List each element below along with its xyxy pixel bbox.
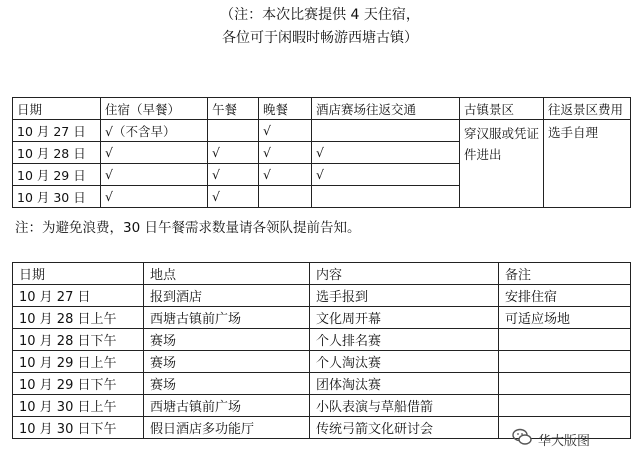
date-cell: 10 月 27 日 xyxy=(13,285,144,307)
table-row xyxy=(13,351,631,373)
lodging-cell: √ xyxy=(101,186,208,208)
date-cell: 10 月 30 日下午 xyxy=(13,417,144,439)
place-cell: 赛场 xyxy=(144,351,310,373)
remark-cell: 安排住宿 xyxy=(499,285,631,307)
header-cell: 晚餐 xyxy=(259,98,312,120)
remark-cell xyxy=(499,373,631,395)
content-cell: 传统弓箭文化研讨会 xyxy=(310,417,499,439)
date-cell: 10 月 30 日上午 xyxy=(13,395,144,417)
table-row xyxy=(13,285,631,307)
dinner-cell: √ xyxy=(259,142,312,164)
lodging-meal-table xyxy=(12,97,631,208)
lodging-cell: √ xyxy=(101,164,208,186)
remark-cell xyxy=(499,329,631,351)
notice-line-1: （注：本次比赛提供 4 天住宿， xyxy=(220,7,420,23)
date-cell: 10 月 29 日上午 xyxy=(13,351,144,373)
place-cell: 西塘古镇前广场 xyxy=(144,307,310,329)
content-cell: 文化周开幕 xyxy=(310,307,499,329)
place-cell: 西塘古镇前广场 xyxy=(144,395,310,417)
header-cell: 日期 xyxy=(13,263,144,285)
remark-cell: 可适应场地 xyxy=(499,307,631,329)
lunch-cell xyxy=(208,120,259,142)
watermark-text: 华大版图 xyxy=(538,433,591,449)
transport-cell xyxy=(312,186,460,208)
header-cell: 住宿（早餐） xyxy=(101,98,208,120)
date-cell: 10 月 28 日 xyxy=(13,142,101,164)
place-cell: 赛场 xyxy=(144,329,310,351)
header-cell: 酒店赛场往返交通 xyxy=(312,98,460,120)
header-cell: 日期 xyxy=(13,98,101,120)
content-cell: 个人排名赛 xyxy=(310,329,499,351)
scenic-fee-cell: 选手自理 xyxy=(544,120,631,208)
header-cell: 备注 xyxy=(499,263,631,285)
header-cell: 地点 xyxy=(144,263,310,285)
date-cell: 10 月 27 日 xyxy=(13,120,101,142)
table-row xyxy=(13,329,631,351)
transport-cell: √ xyxy=(312,164,460,186)
date-cell: 10 月 30 日 xyxy=(13,186,101,208)
date-cell: 10 月 28 日下午 xyxy=(13,329,144,351)
dinner-cell: √ xyxy=(259,164,312,186)
lunch-note: 注：为避免浪费，30 日午餐需求数量请各领队提前告知。 xyxy=(15,220,361,236)
table-row xyxy=(13,120,631,142)
table-row xyxy=(13,395,631,417)
content-cell: 选手报到 xyxy=(310,285,499,307)
remark-cell xyxy=(499,351,631,373)
place-cell: 假日酒店多功能厅 xyxy=(144,417,310,439)
table-header-row xyxy=(13,98,631,120)
header-cell: 内容 xyxy=(310,263,499,285)
remark-cell xyxy=(499,395,631,417)
transport-cell xyxy=(312,120,460,142)
watermark xyxy=(512,428,630,450)
scenic-cell: 穿汉服或凭证件进出 xyxy=(460,120,544,208)
transport-cell: √ xyxy=(312,142,460,164)
table-row xyxy=(13,373,631,395)
header-cell: 古镇景区 xyxy=(460,98,544,120)
notice-line-2: 各位可于闲暇时畅游西塘古镇） xyxy=(222,30,418,46)
header-cell: 午餐 xyxy=(208,98,259,120)
date-cell: 10 月 28 日上午 xyxy=(13,307,144,329)
schedule-table xyxy=(12,262,631,439)
place-cell: 报到酒店 xyxy=(144,285,310,307)
lodging-cell: √（不含早） xyxy=(101,120,208,142)
lunch-cell: √ xyxy=(208,142,259,164)
header-cell: 往返景区费用 xyxy=(544,98,631,120)
dinner-cell xyxy=(259,186,312,208)
lunch-cell: √ xyxy=(208,164,259,186)
date-cell: 10 月 29 日 xyxy=(13,164,101,186)
table-header-row xyxy=(13,263,631,285)
content-cell: 小队表演与草船借箭 xyxy=(310,395,499,417)
lodging-cell: √ xyxy=(101,142,208,164)
place-cell: 赛场 xyxy=(144,373,310,395)
wechat-icon xyxy=(512,427,532,451)
table-row xyxy=(13,307,631,329)
dinner-cell: √ xyxy=(259,120,312,142)
content-cell: 团体淘汰赛 xyxy=(310,373,499,395)
content-cell: 个人淘汰赛 xyxy=(310,351,499,373)
lunch-cell: √ xyxy=(208,186,259,208)
date-cell: 10 月 29 日下午 xyxy=(13,373,144,395)
